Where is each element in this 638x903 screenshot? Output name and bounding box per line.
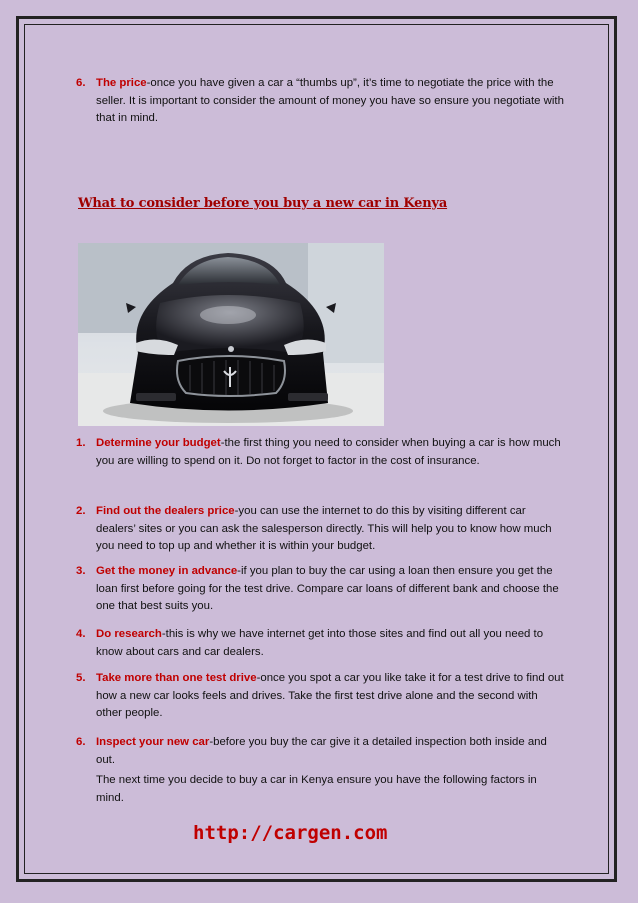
list-item [76,626,566,661]
section-heading: What to consider before you buy a new car in Kenya [78,196,448,211]
list-item [76,563,566,616]
website-link[interactable]: http://cargen.com [193,822,388,844]
list-item-lead: Inspect your new car [96,736,210,748]
list-item-text: -you can use the internet to do this by visiting different car dealers’ sites or you can ask the salesperson directly. This will help you to know how much you need to top up and whether it is within your budget. [96,505,552,552]
list-item-text: -once you have given a car a “thumbs up”, it’s time to negotiate the price with the seller. It is important to consider the amount of money you have so ensure you negotiate with that in mind. [96,77,564,124]
list-item-lead: The price [96,77,147,89]
list-item-lead: Find out the dealers price [96,505,235,517]
car-photo [78,243,384,426]
list-item [76,435,566,470]
list-number: 3. [76,565,86,577]
list-number: 6. [76,736,86,748]
list-item-text: -before you buy the car give it a detailed inspection both inside and out. [96,736,547,766]
list-item-text: -this is why we have internet get into those sites and find out all you need to know about cars and car dealers. [96,628,544,658]
list-item [76,734,566,769]
list-number: 1. [76,437,86,449]
list-item [76,670,566,723]
list-item-lead: Get the money in advance [96,565,238,577]
car-illustration [78,243,384,426]
list-number: 5. [76,672,86,684]
list-number: 2. [76,505,86,517]
list-item-text: -once you spot a car you like take it for a test drive to find out how a new car looks feels and drives. Take the first test drive alone and the second with other people. [96,672,564,719]
list-item [76,503,566,556]
list-number: 6. [76,77,86,89]
list-item-lead: Do research [96,628,162,640]
list-item-lead: Determine your budget [96,437,221,449]
list-item-text: -the first thing you need to consider when buying a car is how much you are willing to spend on it. Do not forget to factor in the cost of insurance. [96,437,561,467]
closing-paragraph: The next time you decide to buy a car in Kenya ensure you have the following factors in mind. [96,774,537,804]
list-item-lead: Take more than one test drive [96,672,257,684]
list-number: 4. [76,628,86,640]
list-item-text: -if you plan to buy the car using a loan then ensure you get the loan first before going for the test drive. Compare car loans of different bank and choose the one that best suits you. [96,565,559,612]
top-list-item [76,75,566,128]
